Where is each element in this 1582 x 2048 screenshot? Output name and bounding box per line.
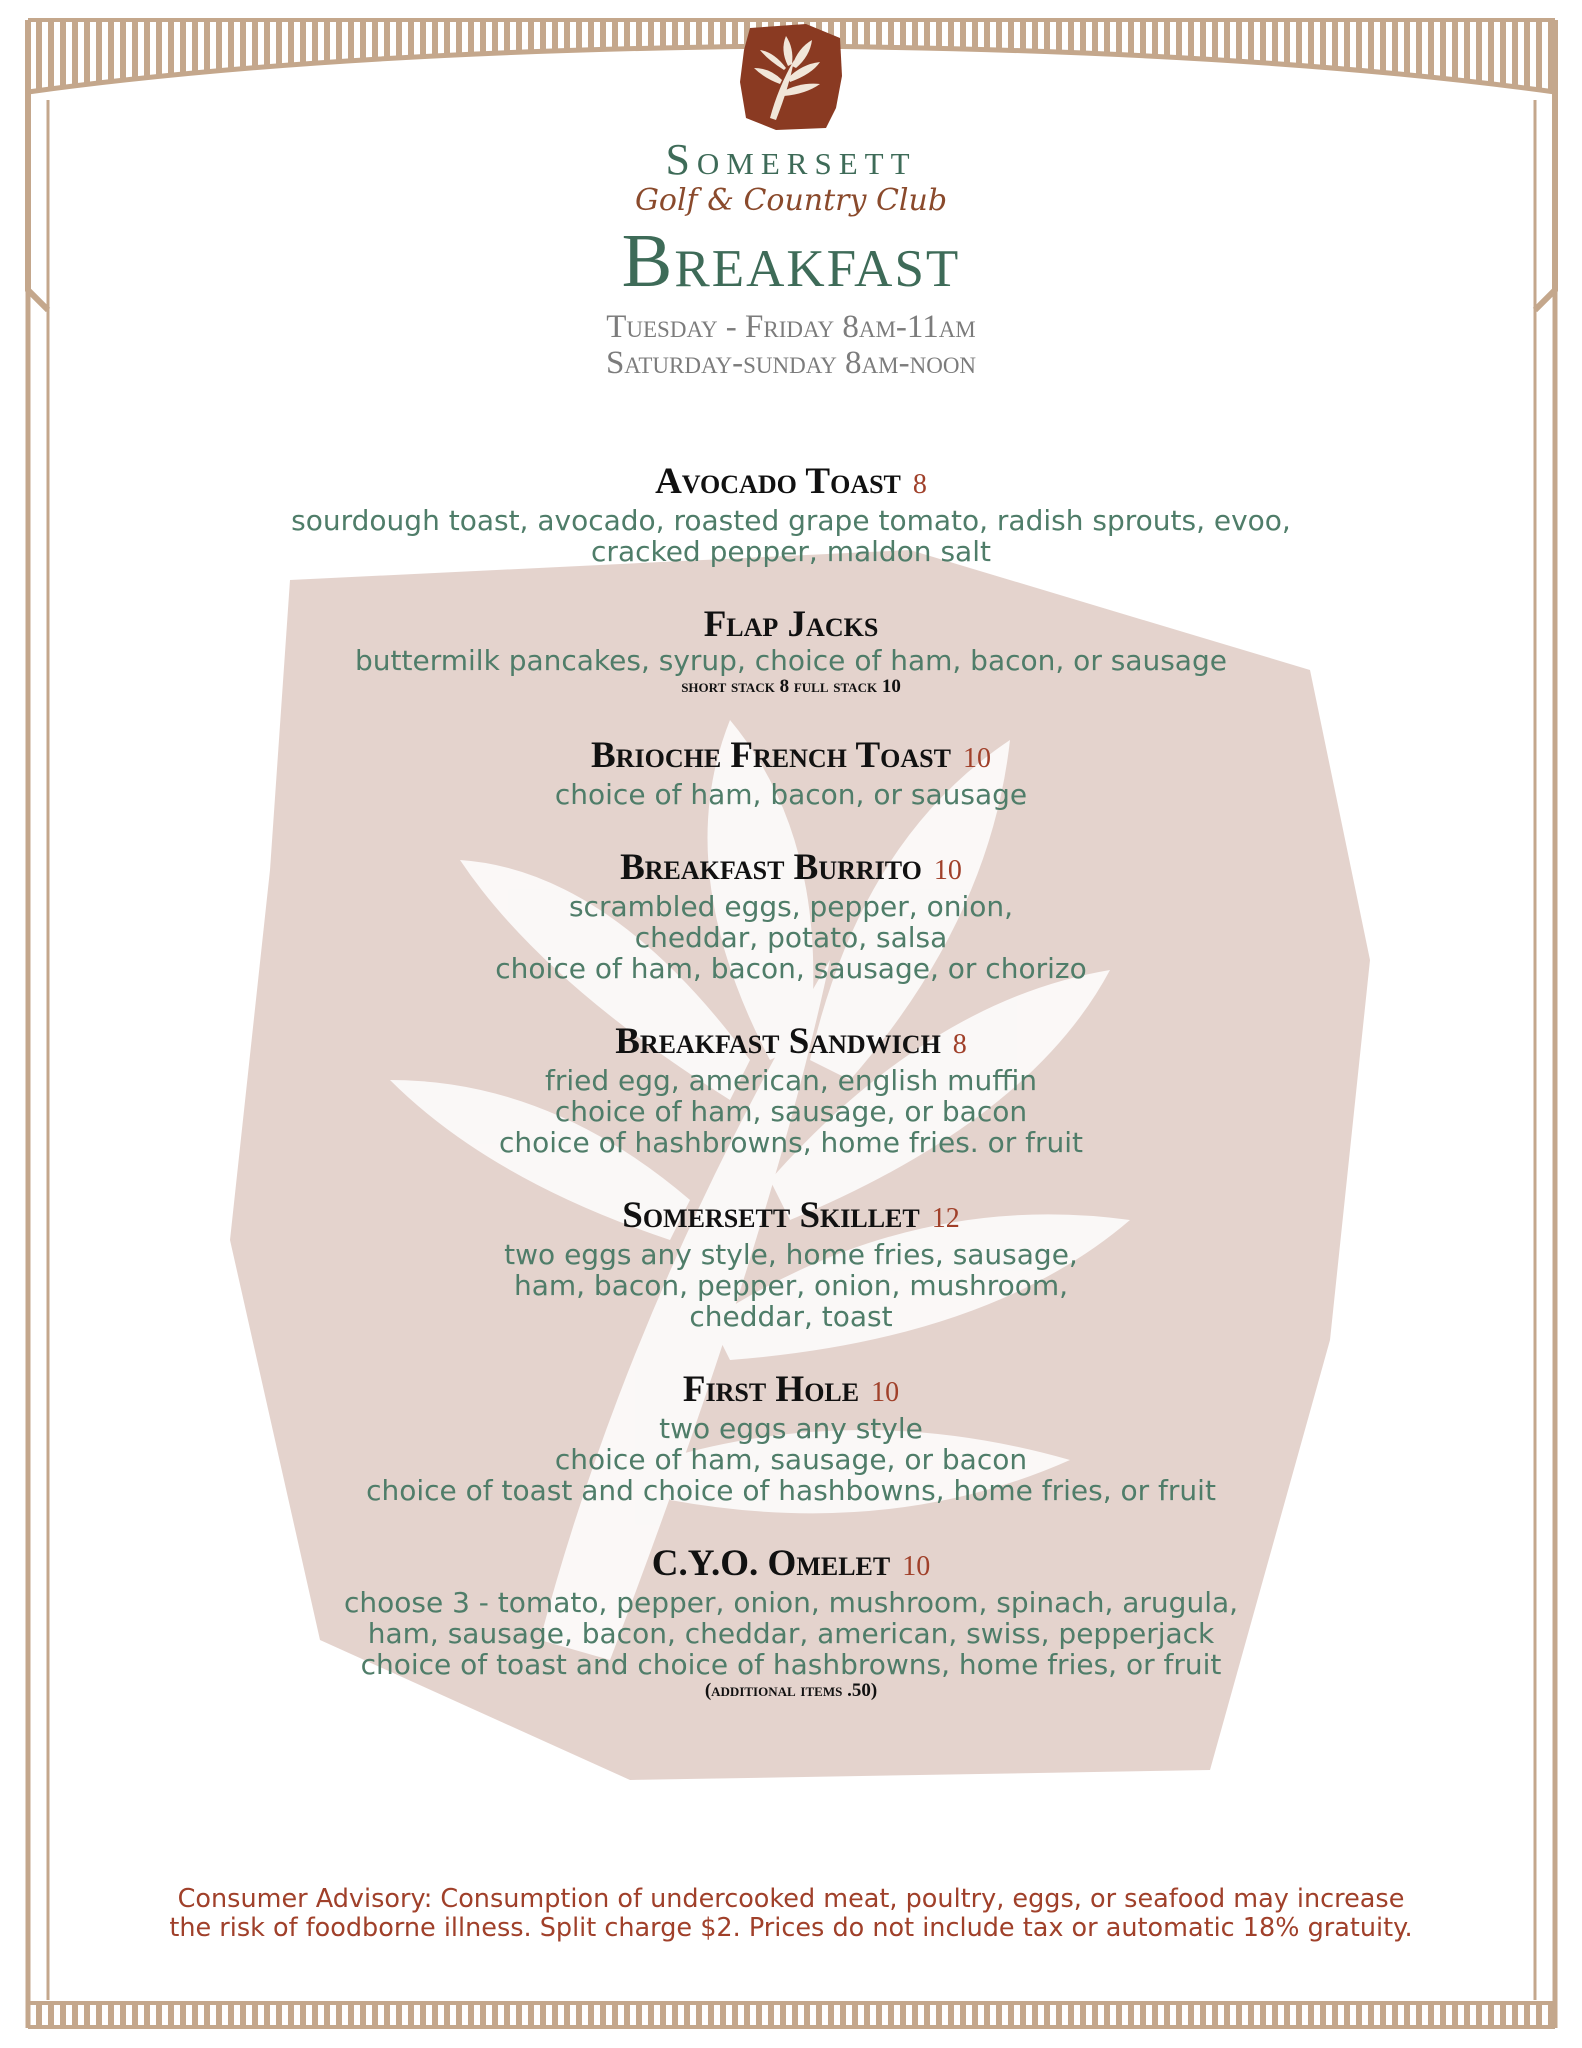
menu-item — [0, 736, 1582, 810]
item-name: Avocado Toast — [655, 461, 901, 502]
menu-item — [0, 462, 1582, 567]
item-name: Somersett Skillet — [622, 1195, 920, 1236]
item-name: Breakfast Burrito — [620, 847, 922, 888]
item-description: choice of ham, sausage, or bacon — [554, 1095, 1028, 1128]
brand-subtitle: Golf & Country Club — [634, 183, 948, 218]
item-description: choice of hashbrowns, home fries. or fruit — [499, 1126, 1083, 1159]
item-name: C.Y.O. Omelet — [651, 1543, 891, 1584]
menu-title: Breakfast — [621, 219, 961, 303]
item-heading — [0, 1370, 1582, 1413]
item-name: Brioche French Toast — [591, 735, 951, 776]
item-heading — [0, 736, 1582, 779]
advisory-line: the risk of foodborne illness. Split charge $2. Prices do not include tax or automatic 18% gratuity. — [169, 1913, 1413, 1943]
item-note: (additional items .50) — [704, 1680, 878, 1701]
item-description: choice of ham, bacon, or sausage — [554, 778, 1028, 811]
item-price: 8 — [952, 1029, 967, 1060]
item-description: cracked pepper, maldon salt — [591, 535, 991, 568]
item-description: choice of toast and choice of hashbowns, home fries, or fruit — [366, 1474, 1216, 1507]
item-description: buttermilk pancakes, syrup, choice of ham, bacon, or sausage — [355, 644, 1227, 677]
item-heading — [0, 1544, 1582, 1587]
item-price: 12 — [931, 1203, 960, 1234]
item-price: 10 — [962, 743, 991, 774]
menu-item — [0, 1370, 1582, 1506]
menu-item — [0, 848, 1582, 984]
consumer-advisory — [0, 1885, 1582, 1943]
item-note: short stack 8 full stack 10 — [681, 676, 901, 697]
item-description: choice of toast and choice of hashbrowns, home fries, or fruit — [360, 1648, 1222, 1681]
item-description: two eggs any style, home fries, sausage, — [504, 1238, 1078, 1271]
item-description: ham, bacon, pepper, onion, mushroom, — [513, 1269, 1069, 1302]
item-heading — [0, 848, 1582, 891]
item-description: scrambled eggs, pepper, onion, — [568, 890, 1014, 923]
item-price: 10 — [933, 855, 962, 886]
item-name: Breakfast Sandwich — [615, 1021, 941, 1062]
menu-item — [0, 1196, 1582, 1332]
menu-header — [0, 22, 1582, 381]
item-description: two eggs any style — [659, 1412, 923, 1445]
item-description: cheddar, toast — [689, 1300, 893, 1333]
item-heading — [0, 605, 1582, 645]
item-heading — [0, 1196, 1582, 1239]
advisory-line: Consumer Advisory: Consumption of undercooked meat, poultry, eggs, or seafood may increase — [177, 1884, 1405, 1914]
item-description: sourdough toast, avocado, roasted grape tomato, radish sprouts, evoo, — [291, 504, 1291, 537]
item-price: 10 — [902, 1551, 931, 1582]
item-description: fried egg, american, english muffin — [544, 1064, 1038, 1097]
item-price: 8 — [912, 469, 927, 500]
hours-line: Saturday-sunday 8am-noon — [605, 345, 977, 381]
menu-items-list — [0, 462, 1582, 1740]
item-heading — [0, 462, 1582, 505]
item-description: cheddar, potato, salsa — [634, 921, 948, 954]
item-description: choice of ham, bacon, sausage, or chorizo — [495, 952, 1087, 985]
menu-item — [0, 1544, 1582, 1702]
brand-name: Somersett — [665, 135, 917, 184]
item-name: First Hole — [682, 1369, 860, 1410]
menu-item — [0, 1022, 1582, 1158]
menu-item — [0, 605, 1582, 698]
item-description: choose 3 - tomato, pepper, onion, mushroom, spinach, arugula, — [343, 1586, 1239, 1619]
hours-line: Tuesday - Friday 8am-11am — [606, 309, 976, 345]
item-heading — [0, 1022, 1582, 1065]
item-name: Flap Jacks — [703, 604, 879, 645]
item-description: ham, sausage, bacon, cheddar, american, swiss, pepperjack — [367, 1617, 1215, 1650]
item-description: choice of ham, sausage, or bacon — [554, 1443, 1028, 1476]
item-price: 10 — [871, 1377, 900, 1408]
leaf-logo-icon — [736, 22, 846, 132]
